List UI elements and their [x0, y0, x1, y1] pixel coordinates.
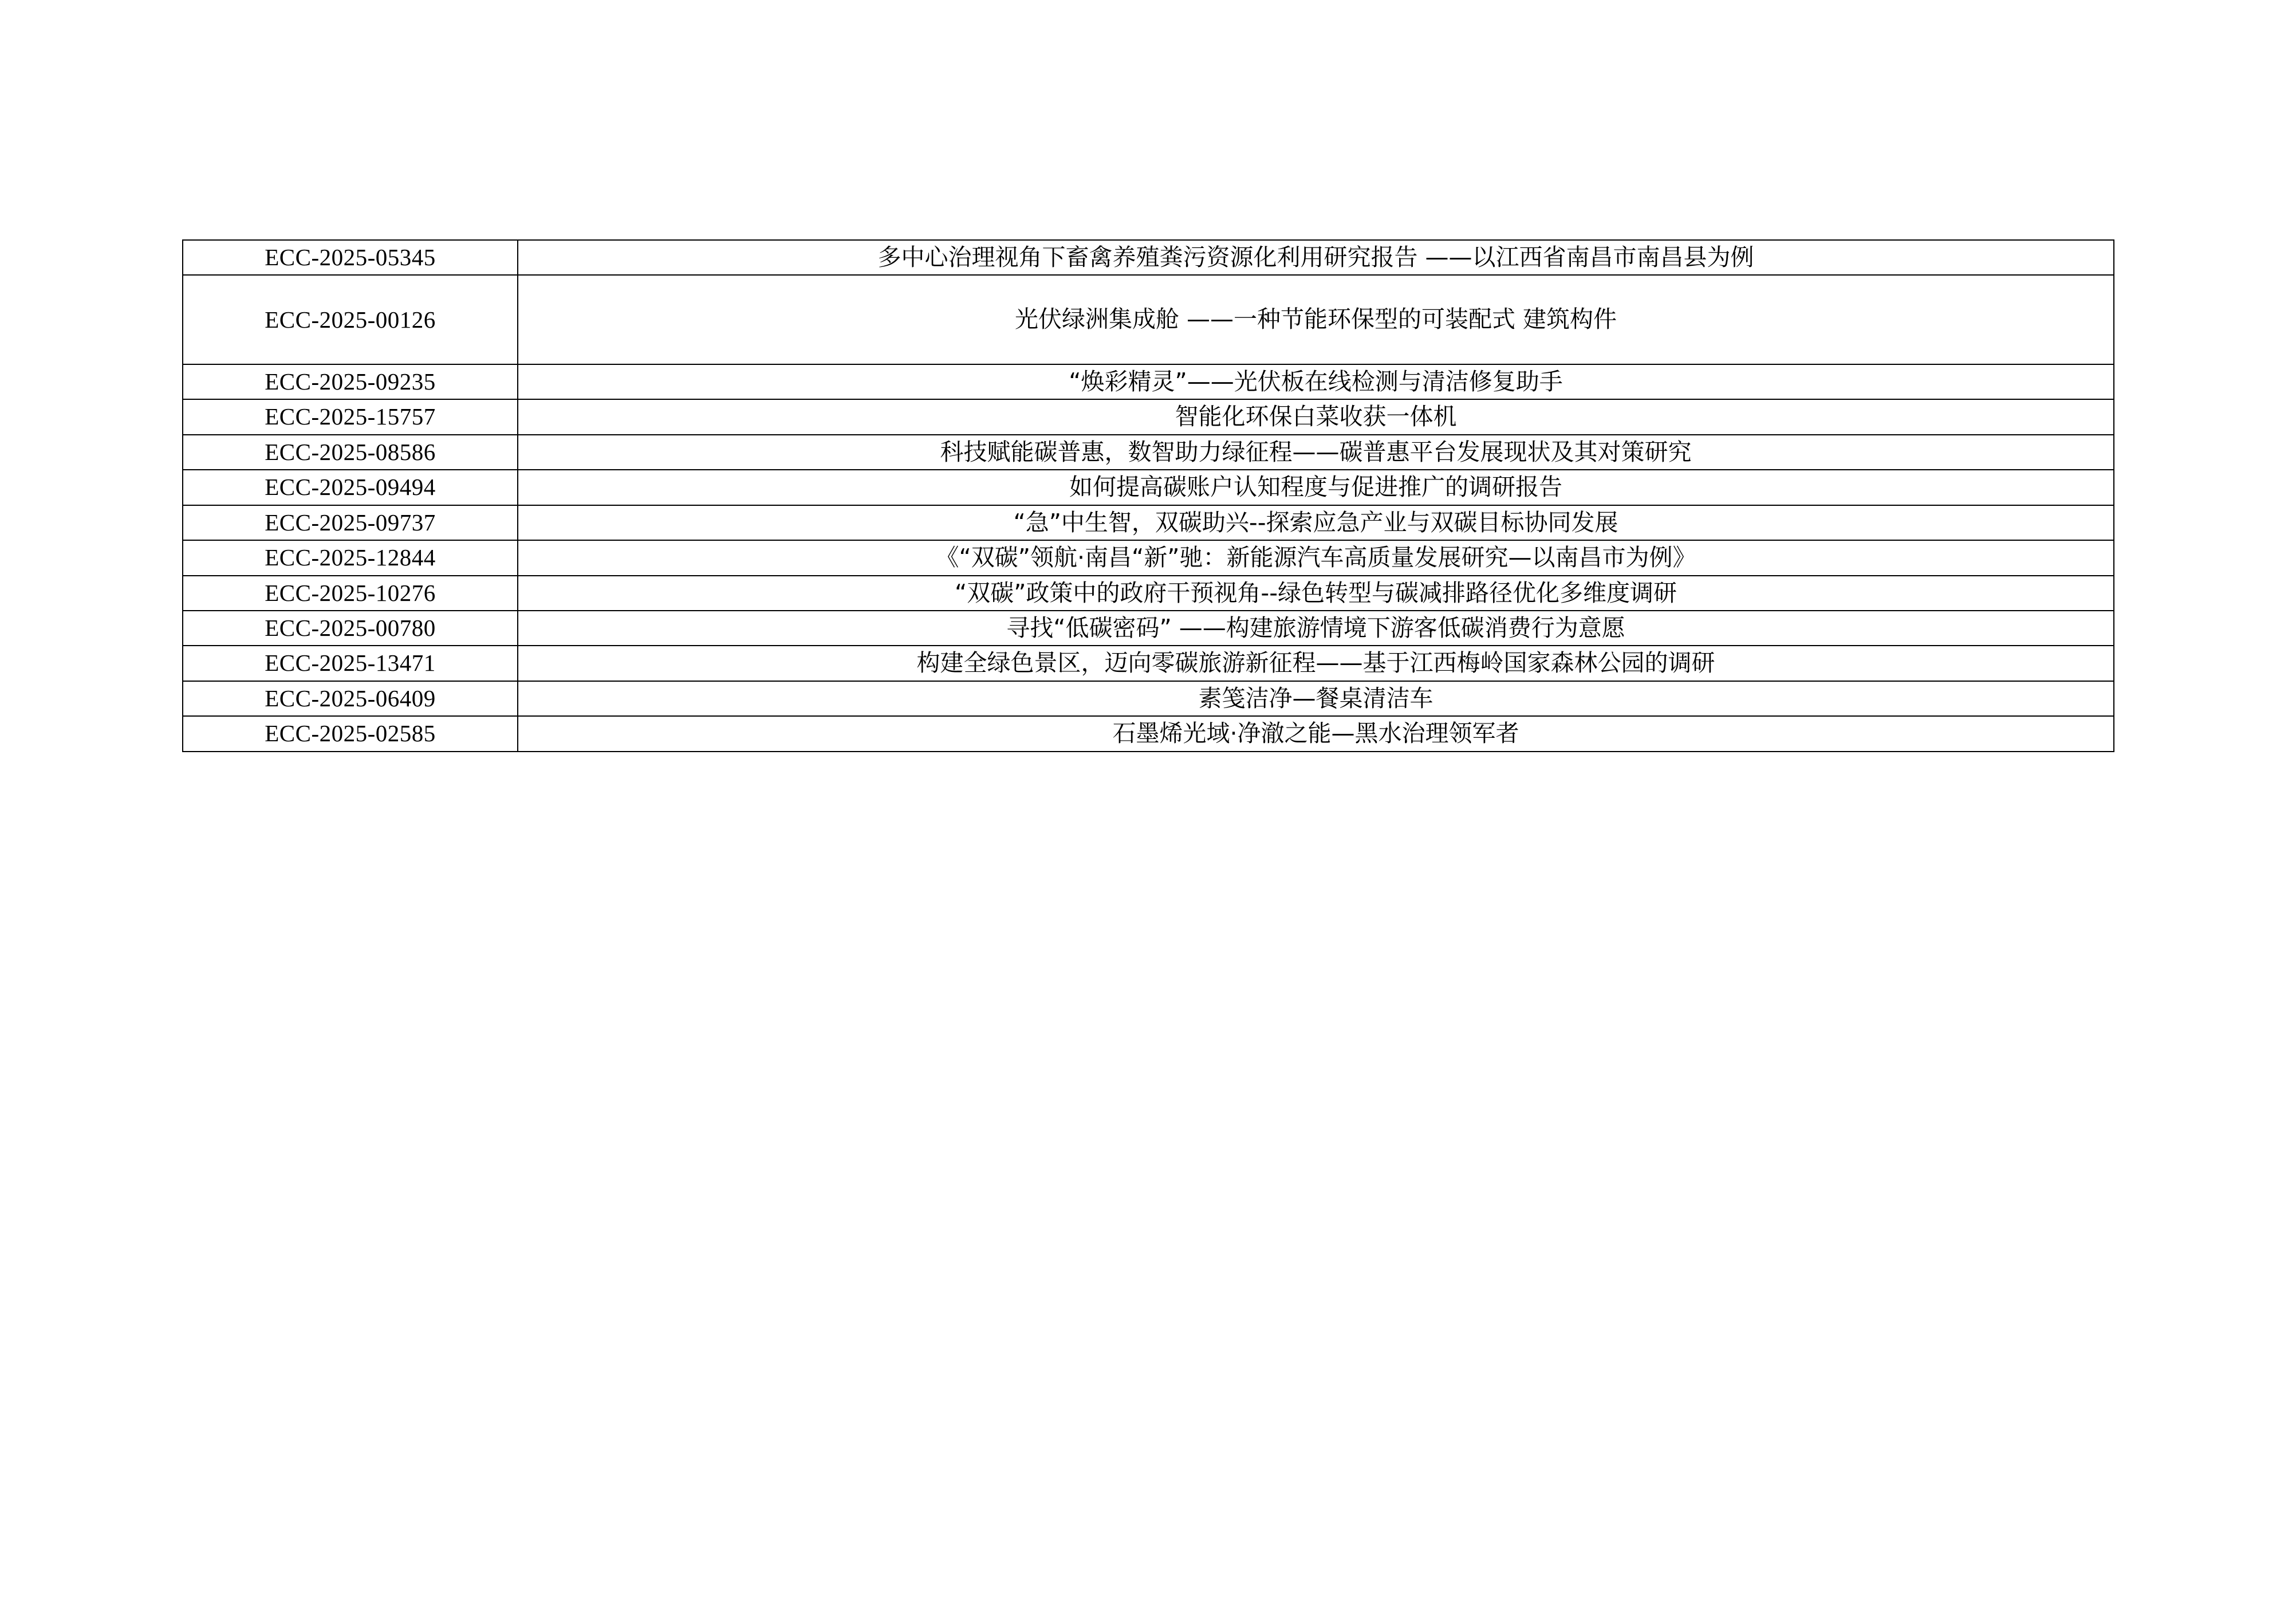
table-body	[183, 240, 2114, 752]
table-row	[183, 540, 2114, 575]
table-row	[183, 611, 2114, 646]
project-code-cell: ECC-2025-02585	[183, 716, 518, 751]
table-row	[183, 275, 2114, 364]
project-code-cell: ECC-2025-08586	[183, 435, 518, 470]
project-title-cell: 石墨烯光域·净澈之能—黑水治理领军者	[518, 716, 2114, 751]
project-code-cell: ECC-2025-10276	[183, 576, 518, 611]
table-row	[183, 646, 2114, 681]
table-row	[183, 399, 2114, 434]
project-title-cell: 智能化环保白菜收获一体机	[518, 399, 2114, 434]
project-title-cell: 如何提高碳账户认知程度与促进推广的调研报告	[518, 470, 2114, 505]
project-code-cell: ECC-2025-12844	[183, 540, 518, 575]
project-title-cell: 素笺洁净—餐桌清洁车	[518, 681, 2114, 716]
table-row	[183, 681, 2114, 716]
project-code-cell: ECC-2025-09494	[183, 470, 518, 505]
table-row	[183, 470, 2114, 505]
project-code-cell: ECC-2025-15757	[183, 399, 518, 434]
project-title-cell: 光伏绿洲集成舱 ——一种节能环保型的可装配式 建筑构件	[518, 275, 2114, 364]
project-list-table	[182, 239, 2114, 752]
project-code-cell: ECC-2025-05345	[183, 240, 518, 275]
project-code-cell: ECC-2025-09235	[183, 364, 518, 399]
project-code-cell: ECC-2025-06409	[183, 681, 518, 716]
table-row	[183, 435, 2114, 470]
table-row	[183, 240, 2114, 275]
table-row	[183, 505, 2114, 540]
project-code-cell: ECC-2025-00126	[183, 275, 518, 364]
project-title-cell: 多中心治理视角下畜禽养殖粪污资源化利用研究报告 ——以江西省南昌市南昌县为例	[518, 240, 2114, 275]
table-row	[183, 716, 2114, 751]
project-title-cell: “焕彩精灵”——光伏板在线检测与清洁修复助手	[518, 364, 2114, 399]
project-code-cell: ECC-2025-09737	[183, 505, 518, 540]
project-title-cell: “急”中生智，双碳助兴--探索应急产业与双碳目标协同发展	[518, 505, 2114, 540]
table-row	[183, 364, 2114, 399]
project-title-cell: 构建全绿色景区，迈向零碳旅游新征程——基于江西梅岭国家森林公园的调研	[518, 646, 2114, 681]
project-title-cell: 寻找“低碳密码” ——构建旅游情境下游客低碳消费行为意愿	[518, 611, 2114, 646]
project-title-cell: 《“双碳”领航·南昌“新”驰：新能源汽车高质量发展研究—以南昌市为例》	[518, 540, 2114, 575]
project-code-cell: ECC-2025-00780	[183, 611, 518, 646]
project-title-cell: 科技赋能碳普惠，数智助力绿征程——碳普惠平台发展现状及其对策研究	[518, 435, 2114, 470]
table-row	[183, 576, 2114, 611]
project-code-cell: ECC-2025-13471	[183, 646, 518, 681]
project-title-cell: “双碳”政策中的政府干预视角--绿色转型与碳减排路径优化多维度调研	[518, 576, 2114, 611]
